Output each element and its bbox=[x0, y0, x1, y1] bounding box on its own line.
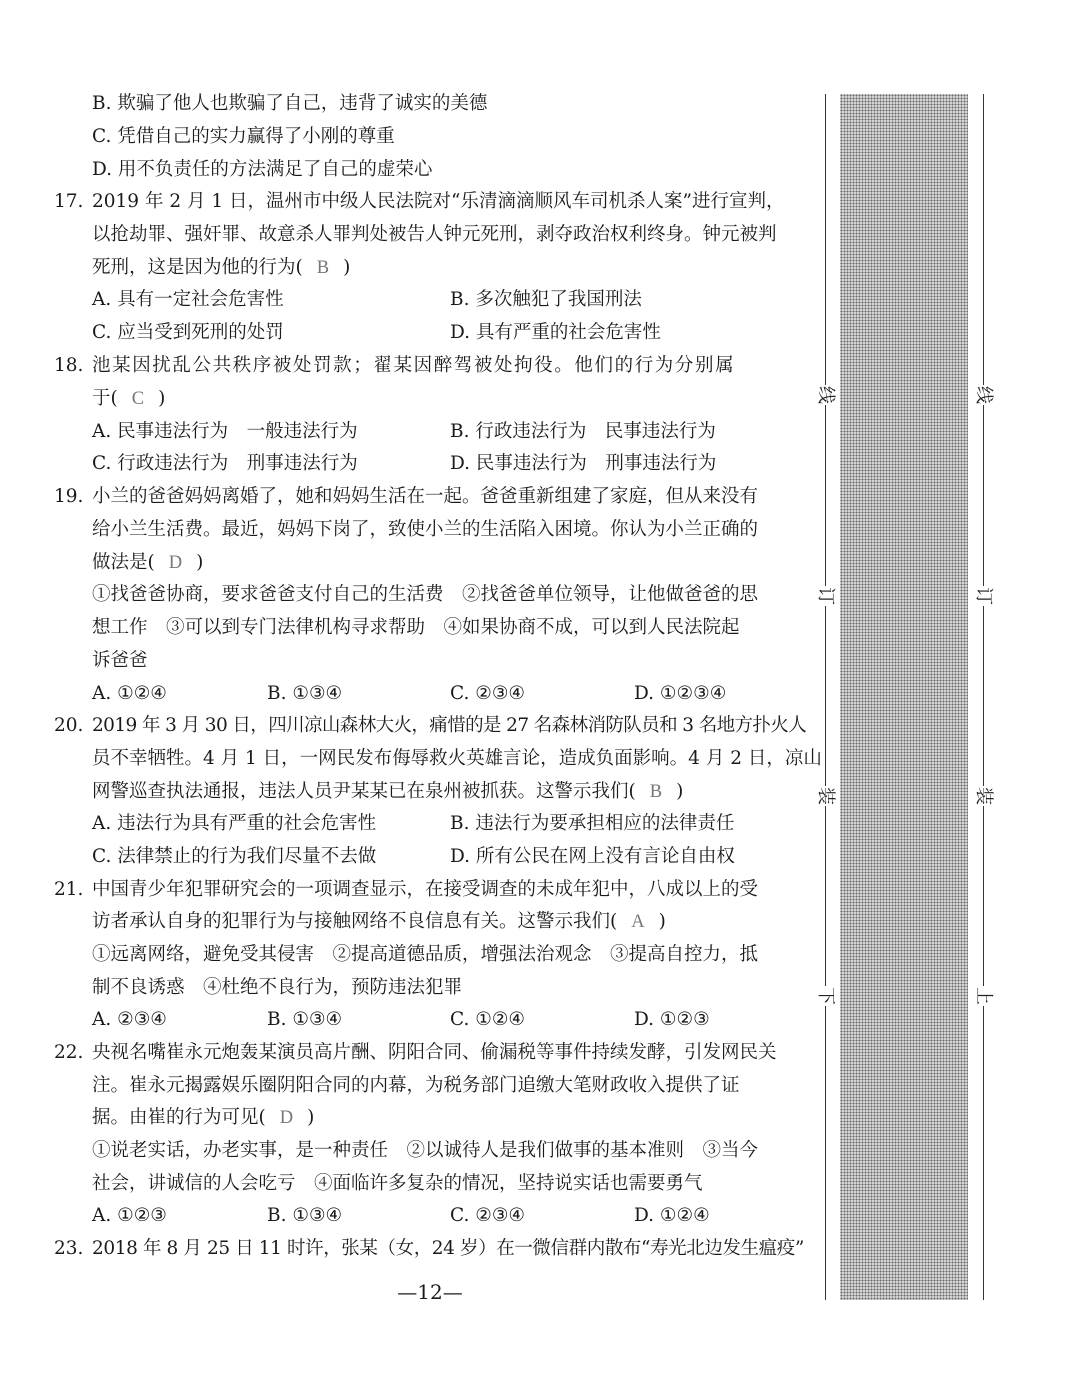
option-a: A. ①②③ bbox=[92, 1205, 167, 1226]
question-22-line-3: 据。由崔的行为可见( D ) bbox=[92, 1107, 315, 1128]
option-a: A. ②③④ bbox=[92, 1009, 167, 1030]
answer-mark: D bbox=[168, 553, 183, 573]
page-number: —12— bbox=[397, 1280, 463, 1304]
option-d: D. 具有严重的社会危害性 bbox=[450, 322, 661, 343]
question-number: 17. bbox=[54, 191, 84, 212]
statement-line: 诉爸爸 bbox=[92, 650, 148, 671]
option-a: A. 民事违法行为 一般违法行为 bbox=[92, 421, 358, 442]
statement-line: 制不良诱惑 ④杜绝不良行为，预防违法犯罪 bbox=[92, 977, 463, 998]
statement-line: 想工作 ③可以到专门法律机构寻求帮助 ④如果协商不成，可以到人民法院起 bbox=[92, 617, 740, 638]
answer-mark: D bbox=[279, 1108, 294, 1128]
option-d: D. ①②③④ bbox=[634, 683, 727, 704]
question-19-line-3: 做法是( D ) bbox=[92, 552, 204, 573]
answer-mark: B bbox=[316, 258, 330, 278]
question-text: 2019 年 2 月 1 日，温州市中级人民法院对“乐清滴滴顺风车司机杀人案”进行宣判， bbox=[92, 191, 785, 212]
statement-line: ①远离网络，避免受其侵害 ②提高道德品质，增强法治观念 ③提高自控力，抵 bbox=[92, 944, 759, 965]
hatched-strip bbox=[840, 94, 968, 1300]
question-19-line-2: 给小兰生活费。最近，妈妈下岗了，致使小兰的生活陷入困境。你认为小兰正确的 bbox=[92, 519, 759, 540]
answer-mark: B bbox=[649, 782, 663, 802]
question-20-line-2: 员不幸牺牲。4 月 1 日，一网民发布侮辱救火英雄言论，造成负面影响。4 月 2 日，凉山 bbox=[92, 748, 822, 769]
question-17-line-3: 死刑，这是因为他的行为( B ) bbox=[92, 257, 351, 278]
outer-cut-line bbox=[983, 94, 984, 1300]
option-c: C. 行政违法行为 刑事违法行为 bbox=[92, 453, 358, 474]
option-b: B. ①③④ bbox=[267, 683, 343, 704]
option-b: B. 违法行为要承担相应的法律责任 bbox=[450, 813, 735, 834]
option-c: C. ②③④ bbox=[450, 683, 526, 704]
option-b: B. ①③④ bbox=[267, 1009, 343, 1030]
statement-line: ①找爸爸协商，要求爸爸支付自己的生活费 ②找爸爸单位领导，让他做爸爸的思 bbox=[92, 584, 759, 605]
margin-char-xian: 线 bbox=[815, 386, 836, 404]
question-number: 23. bbox=[54, 1238, 84, 1259]
option-b: B. 多次触犯了我国刑法 bbox=[450, 289, 642, 310]
option-a: A. 具有一定社会危害性 bbox=[92, 289, 284, 310]
option-c: C. ②③④ bbox=[450, 1205, 526, 1226]
question-text: 池某因扰乱公共秩序被处罚款；翟某因醉驾被处拘役。他们的行为分别属 bbox=[92, 355, 736, 376]
option-c: C. 应当受到死刑的处罚 bbox=[92, 322, 284, 343]
option-a: A. 违法行为具有严重的社会危害性 bbox=[92, 813, 377, 834]
margin-char-ding-outer: 订 bbox=[973, 587, 994, 605]
margin-char-shang-outer: 上 bbox=[973, 987, 994, 1005]
option-a: A. ①②④ bbox=[92, 683, 167, 704]
margin-char-xian-outer: 线 bbox=[973, 386, 994, 404]
question-20-line-3: 网警巡查执法通报，违法人员尹某某已在泉州被抓获。这警示我们( B ) bbox=[92, 781, 684, 802]
prev-option-b: B. 欺骗了他人也欺骗了自己，违背了诚实的美德 bbox=[92, 93, 488, 114]
option-d: D. 所有公民在网上没有言论自由权 bbox=[450, 846, 735, 867]
option-b: B. ①③④ bbox=[267, 1205, 343, 1226]
question-text: 中国青少年犯罪研究会的一项调查显示，在接受调查的未成年犯中，八成以上的受 bbox=[92, 879, 759, 900]
question-number: 18. bbox=[54, 355, 84, 376]
question-number: 21. bbox=[54, 879, 84, 900]
question-22-line-2: 注。崔永元揭露娱乐圈阴阳合同的内幕，为税务部门追缴大笔财政收入提供了证 bbox=[92, 1075, 740, 1096]
question-18-line-1 bbox=[54, 350, 735, 382]
margin-char-zhuang: 装 bbox=[815, 787, 836, 805]
answer-mark: A bbox=[631, 912, 645, 932]
statement-line: 社会，讲诚信的人会吃亏 ④面临许多复杂的情况，坚持说实话也需要勇气 bbox=[92, 1173, 703, 1194]
option-d: D. 民事违法行为 刑事违法行为 bbox=[450, 453, 717, 474]
inner-cut-line bbox=[825, 94, 826, 1300]
question-21-line-1 bbox=[54, 874, 758, 906]
question-17-line-2: 以抢劫罪、强奸罪、故意杀人罪判处被告人钟元死刑，剥夺政治权利终身。钟元被判 bbox=[92, 224, 777, 245]
statement-line: ①说老实话，办老实事，是一种责任 ②以诚待人是我们做事的基本准则 ③当今 bbox=[92, 1140, 759, 1161]
question-17-line-1 bbox=[54, 186, 784, 218]
margin-char-zhuang-outer: 装 bbox=[973, 787, 994, 805]
question-19-line-1 bbox=[54, 481, 758, 513]
option-d: D. ①②③ bbox=[634, 1009, 710, 1030]
answer-mark: C bbox=[131, 389, 145, 409]
question-22-line-1 bbox=[54, 1037, 777, 1069]
option-b: B. 行政违法行为 民事违法行为 bbox=[450, 421, 716, 442]
question-text: 2019 年 3 月 30 日，四川凉山森林大火，痛惜的是 27 名森林消防队员和 3 名地方扑火人 bbox=[92, 715, 807, 736]
prev-option-d: D. 用不负责任的方法满足了自己的虚荣心 bbox=[92, 159, 433, 180]
question-23-line-1 bbox=[54, 1233, 804, 1265]
question-18-line-2: 于( C ) bbox=[92, 388, 166, 409]
option-c: C. 法律禁止的行为我们尽量不去做 bbox=[92, 846, 377, 867]
prev-option-c: C. 凭借自己的实力赢得了小刚的尊重 bbox=[92, 126, 395, 147]
option-c: C. ①②④ bbox=[450, 1009, 526, 1030]
question-21-line-2: 访者承认自身的犯罪行为与接触网络不良信息有关。这警示我们( A ) bbox=[92, 911, 666, 932]
question-text: 2018 年 8 月 25 日 11 时许，张某（女，24 岁）在一微信群内散布“寿光北边发生瘟疫” bbox=[92, 1238, 804, 1259]
question-text: 小兰的爸爸妈妈离婚了，她和妈妈生活在一起。爸爸重新组建了家庭，但从来没有 bbox=[92, 486, 759, 507]
question-text: 央视名嘴崔永元炮轰某演员高片酬、阴阳合同、偷漏税等事件持续发酵，引发网民关 bbox=[92, 1042, 777, 1063]
question-number: 19. bbox=[54, 486, 84, 507]
option-d: D. ①②④ bbox=[634, 1205, 710, 1226]
margin-char-xia: 下 bbox=[815, 987, 836, 1005]
question-number: 20. bbox=[54, 715, 84, 736]
question-number: 22. bbox=[54, 1042, 84, 1063]
margin-char-ding: 订 bbox=[815, 587, 836, 605]
question-20-line-1 bbox=[54, 710, 806, 742]
